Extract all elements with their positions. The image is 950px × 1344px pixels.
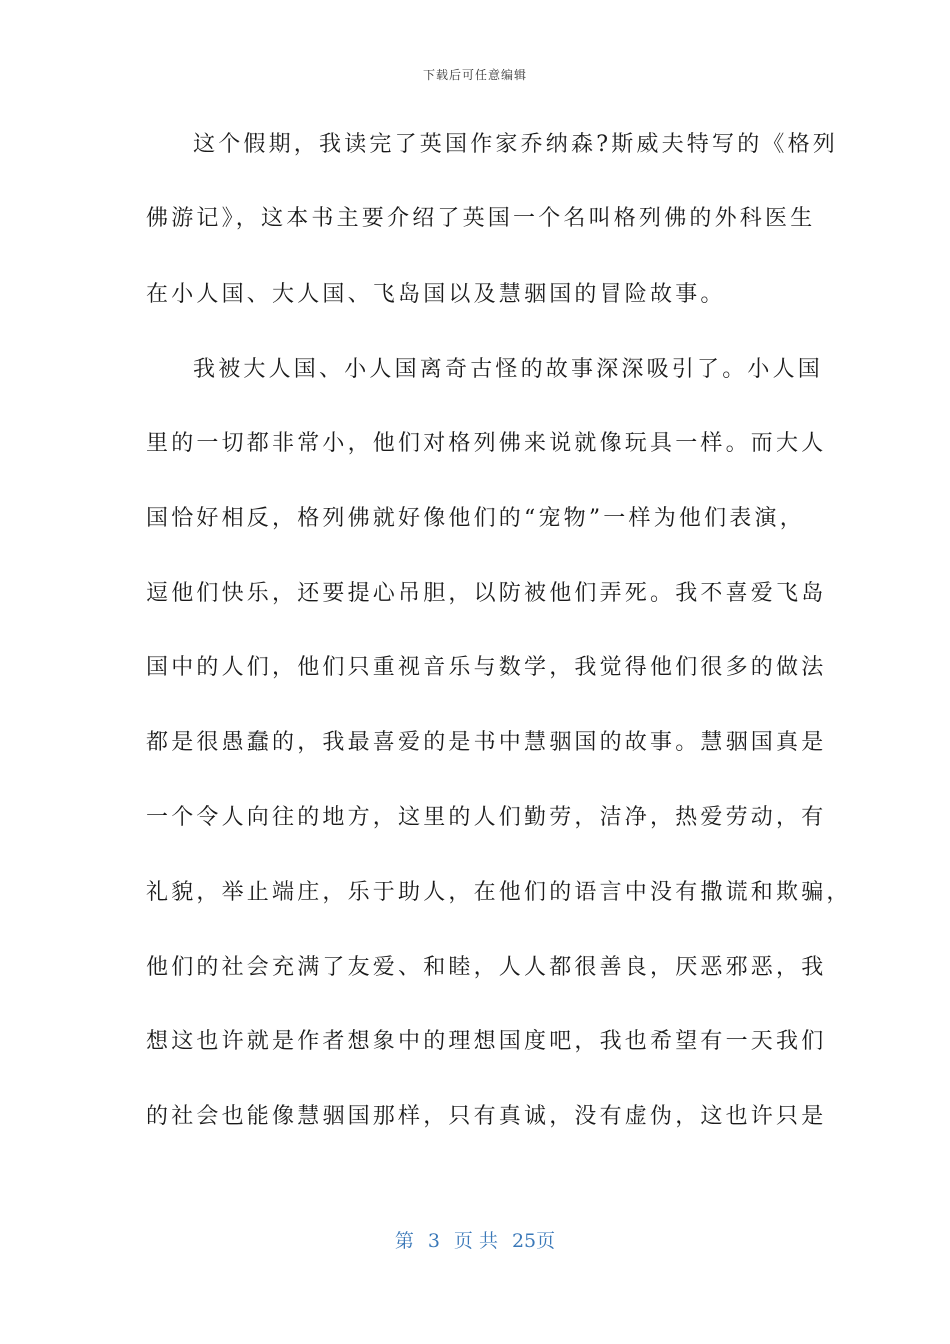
paragraph-line: 一个令人向往的地方，这里的人们勤劳，洁净，热爱劳动，有 — [146, 805, 827, 830]
footer-total-pages: 25 — [511, 1230, 537, 1252]
paragraph-line: 国恰好相反，格列佛就好像他们的“宠物”一样为他们表演， — [146, 506, 805, 531]
paragraph-line: 在小人国、大人国、飞岛国以及慧骃国的冒险故事。 — [146, 282, 726, 307]
footer-prefix: 第 — [394, 1230, 414, 1252]
footer-middle: 页 共 — [453, 1230, 498, 1252]
paragraph-line: 礼貌，举止端庄，乐于助人，在他们的语言中没有撒谎和欺骗， — [146, 880, 852, 905]
paragraph-line: 这个假期，我读完了英国作家乔纳森?斯威夫特写的《格列 — [193, 132, 838, 157]
paragraph-line: 国中的人们，他们只重视音乐与数学，我觉得他们很多的做法 — [146, 655, 827, 680]
page-footer — [0, 1226, 950, 1253]
paragraph-line: 我被大人国、小人国离奇古怪的故事深深吸引了。小人国 — [193, 357, 824, 382]
paragraph-line: 他们的社会充满了友爱、和睦，人人都很善良，厌恶邪恶，我 — [146, 955, 827, 980]
paragraph-line: 逗他们快乐，还要提心吊胆，以防被他们弄死。我不喜爱飞岛 — [146, 581, 827, 606]
footer-page-number: 3 — [427, 1230, 440, 1252]
page-header: 下载后可任意编辑 — [422, 68, 527, 82]
paragraph-line: 都是很愚蠢的，我最喜爱的是书中慧骃国的故事。慧骃国真是 — [146, 730, 827, 755]
footer-suffix: 页 — [536, 1230, 556, 1252]
paragraph-line: 的社会也能像慧骃国那样，只有真诚，没有虚伪，这也许只是 — [146, 1104, 827, 1129]
paragraph-line: 想这也许就是作者想象中的理想国度吧，我也希望有一天我们 — [146, 1029, 827, 1054]
paragraph-line: 里的一切都非常小，他们对格列佛来说就像玩具一样。而大人 — [146, 431, 827, 456]
paragraph-line: 佛游记》，这本书主要介绍了英国一个名叫格列佛的外科医生 — [146, 206, 816, 231]
